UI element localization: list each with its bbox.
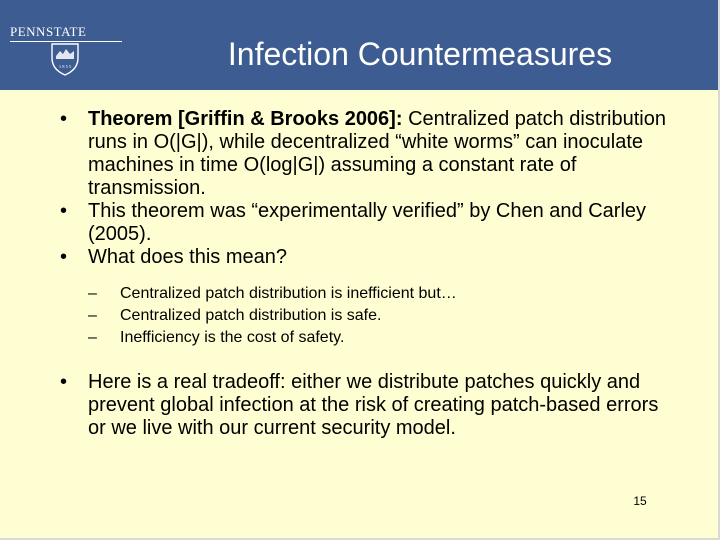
bullet-text: Here is a real tradeoff: either we distribute patches quickly and prevent global infection at the risk of creating patch-based errors or we live with our current security model.	[88, 371, 659, 439]
page-number: 15	[633, 494, 647, 508]
dash-icon: –	[88, 307, 97, 324]
bullet-verified	[56, 200, 676, 246]
bullet-tradeoff	[56, 371, 676, 440]
dash-icon: –	[88, 285, 97, 302]
theorem-label: Theorem [Griffin & Brooks 2006]:	[88, 108, 403, 130]
shield-icon	[50, 42, 80, 76]
slide-title: Infection Countermeasures	[227, 36, 613, 72]
logo-wordmark: PENNSTATE	[10, 24, 87, 39]
bullet-icon: •	[60, 371, 68, 393]
sub-bullet	[56, 283, 676, 305]
pennstate-logo	[10, 22, 122, 82]
bullet-text: What does this mean?	[88, 246, 287, 268]
sub-bullet-text: Inefficiency is the cost of safety.	[120, 329, 345, 346]
slide-content	[56, 108, 676, 440]
sub-bullet-text: Centralized patch distribution is inefficient but…	[120, 285, 457, 302]
dash-icon: –	[88, 329, 97, 346]
header-bar	[0, 0, 720, 90]
sub-bullet	[56, 327, 676, 349]
bullet-icon: •	[60, 246, 68, 268]
bullet-text: This theorem was “experimentally verified” by Chen and Carley (2005).	[88, 200, 647, 245]
bullet-icon: •	[60, 200, 68, 222]
sub-bullet	[56, 305, 676, 327]
bullet-icon: •	[60, 108, 68, 130]
sub-bullet-list	[56, 283, 676, 349]
bullet-theorem	[56, 108, 676, 200]
bullet-question	[56, 246, 676, 269]
svg-text:1 8 5 5: 1 8 5 5	[58, 64, 72, 69]
theorem-text: Centralized patch distribution runs in O(|G|), while decentralized “white worms” can inoculate machines in time O(log|G|) assuming a constant rate of transmission.	[88, 108, 666, 199]
sub-bullet-text: Centralized patch distribution is safe.	[120, 307, 382, 324]
